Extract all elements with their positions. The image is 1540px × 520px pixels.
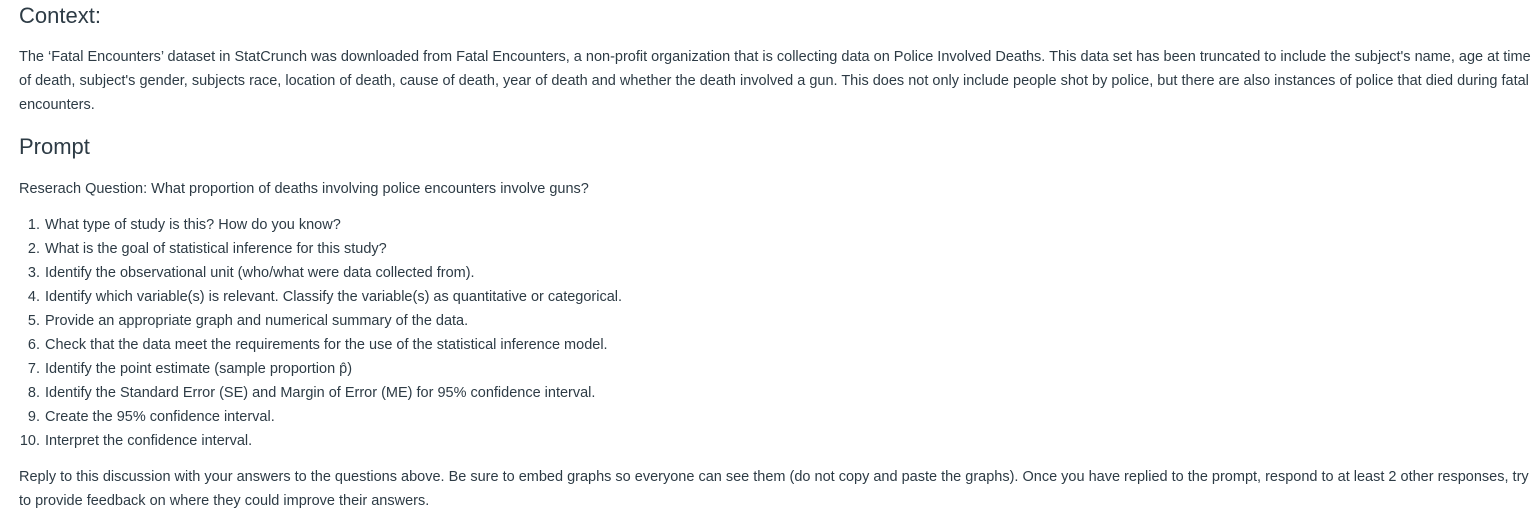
list-item-text: Identify the point estimate (sample proportion p̂) [45, 361, 353, 377]
list-item-text: Create the 95% confidence interval. [45, 409, 275, 425]
list-item-text: Interpret the confidence interval. [45, 433, 253, 449]
list-number: 1. [27, 217, 40, 233]
question-list [19, 213, 622, 453]
list-number: 4. [27, 289, 40, 305]
list-number: 6. [27, 337, 40, 353]
list-item-text: What type of study is this? How do you know? [45, 217, 341, 233]
reply-instructions: Reply to this discussion with your answers to the questions above. Be sure to embed graphs so everyone can see them (do not copy and paste the graphs). Once you have replied to the prompt, respond to at least 2 other responses, try to provide feedback on where they could improve their answers. [19, 469, 1529, 509]
list-item-text: Check that the data meet the requirements for the use of the statistical inference model. [45, 337, 608, 353]
list-item [19, 309, 622, 333]
list-item [19, 285, 622, 309]
research-question: Reserach Question: What proportion of deaths involving police encounters involve guns? [19, 181, 589, 197]
list-number: 2. [27, 241, 40, 257]
list-item [19, 333, 622, 357]
list-item [19, 261, 622, 285]
list-number: 10. [19, 433, 40, 449]
list-number: 3. [27, 265, 40, 281]
list-item [19, 237, 622, 261]
list-item [19, 381, 622, 405]
list-item [19, 213, 622, 237]
context-heading: Context: [19, 3, 101, 28]
context-paragraph: The ‘Fatal Encounters’ dataset in StatCrunch was downloaded from Fatal Encounters, a non-profit organization that is collecting data on Police Involved Deaths. This data set has been truncated to include the subject's name, age at time of death, subject's gender, subjects race, location of death, cause of death, year of death and whether the death involved a gun. This does not only include people shot by police, but there are also instances of police that died during fatal encounters. [19, 49, 1531, 113]
list-item [19, 429, 622, 453]
list-number: 8. [27, 385, 40, 401]
list-item-text: What is the goal of statistical inference for this study? [45, 241, 387, 257]
list-number: 9. [27, 409, 40, 425]
list-item-text: Identify which variable(s) is relevant. Classify the variable(s) as quantitative or categorical. [45, 289, 623, 305]
list-number: 5. [27, 313, 40, 329]
list-number: 7. [27, 361, 40, 377]
prompt-heading: Prompt [19, 134, 90, 159]
list-item [19, 357, 622, 381]
list-item-text: Identify the observational unit (who/what were data collected from). [45, 265, 475, 281]
list-item-text: Identify the Standard Error (SE) and Margin of Error (ME) for 95% confidence interval. [45, 385, 596, 401]
list-item-text: Provide an appropriate graph and numerical summary of the data. [45, 313, 469, 329]
list-item [19, 405, 622, 429]
